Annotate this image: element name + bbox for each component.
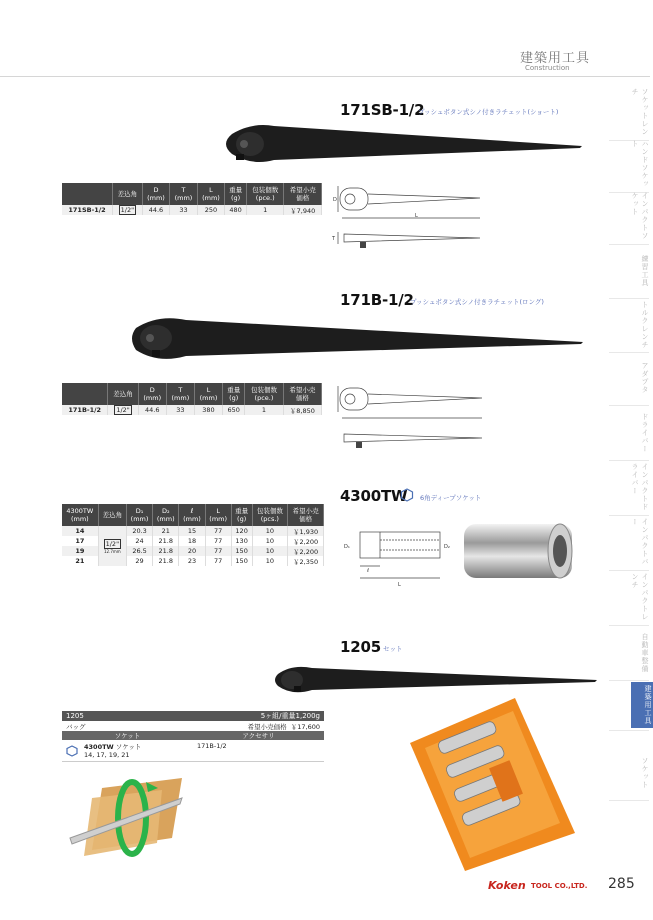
section-title: 建築用工具 [520, 51, 591, 66]
spec-table-171b [62, 383, 322, 415]
table-cell: 14 [62, 526, 98, 536]
table-cell: 10 [252, 526, 288, 536]
table-header-cell: D₁ (mm) [126, 504, 152, 526]
set-col-accessory: アクセサリ [242, 732, 275, 740]
set-socket-kind: ソケット [115, 743, 142, 751]
table-cell: 77 [205, 536, 231, 546]
side-tab-divider [609, 800, 649, 801]
table-header-cell [62, 383, 108, 405]
table-cell: 15 [179, 526, 205, 536]
table-cell: 18 [179, 536, 205, 546]
table-cell: 20.3 [126, 526, 152, 536]
side-tab[interactable]: インパクトドライバー [631, 463, 649, 511]
table-cell: 17 [62, 536, 98, 546]
table-cell: 10 [252, 556, 288, 566]
table-cell [108, 405, 138, 415]
header-divider [0, 76, 650, 77]
set-socket-name: 4300TW [84, 743, 114, 751]
table-cell: 26.5 [126, 546, 152, 556]
product-desc-171b: プッシュボタン式シノ付きラチェット(ロング) [410, 298, 544, 306]
table-cell: 1 [245, 405, 283, 415]
table-cell: 19 [62, 546, 98, 556]
ratchet-short-photo [212, 116, 592, 176]
dim-l-label: L [415, 213, 418, 219]
table-cell: 33 [166, 405, 194, 415]
side-tab[interactable]: 自動車整備 [641, 633, 649, 673]
table-cell: ￥2,200 [288, 536, 324, 546]
diagram-171b [330, 372, 495, 462]
table-header-cell: T (mm) [166, 383, 194, 405]
table-header-row [62, 183, 322, 205]
dim-d-label: D [333, 197, 337, 203]
hexagon-icon [400, 488, 414, 502]
table-cell: 21 [153, 526, 179, 536]
table-cell: 150 [231, 546, 252, 556]
side-tab-divider [609, 570, 649, 571]
side-tab[interactable]: トルクレンチ [641, 301, 649, 349]
deep-socket-photo [460, 510, 580, 590]
table-header-cell: L (mm) [205, 504, 231, 526]
table-header-cell: 差込角 [98, 504, 126, 526]
side-tab[interactable]: ソケットレンチ [631, 88, 649, 136]
side-tab-divider [609, 298, 649, 299]
side-tab[interactable]: インパクトレンチ [631, 573, 649, 621]
drive-size-badge: 1/2" [116, 406, 130, 414]
table-cell: 20 [179, 546, 205, 556]
diagram-171sb [330, 172, 495, 262]
table-cell: 171B-1/2 [62, 405, 108, 415]
table-cell: 21 [62, 556, 98, 566]
side-tab[interactable]: ハンドソケット [631, 140, 649, 188]
side-tab-divider [609, 730, 649, 731]
table-cell: 21.8 [153, 556, 179, 566]
product-desc-1205: セット [383, 645, 403, 653]
table-cell: 77 [205, 556, 231, 566]
socket-set-bag-photo [395, 693, 580, 873]
dim-d1-label: D₁ [344, 544, 350, 550]
drive-size-sub: 12.7mm [103, 548, 121, 554]
drive-cell [98, 526, 126, 566]
table-cell: 77 [205, 546, 231, 556]
table-header-cell: 希望小売 価格 [288, 504, 324, 526]
table-cell: 23 [179, 556, 205, 566]
table-cell: 44.6 [142, 205, 170, 215]
table-header-cell: 重量 (g) [223, 383, 245, 405]
table-cell: ￥2,200 [288, 546, 324, 556]
side-tab[interactable]: ソケット [641, 757, 649, 789]
table-header-cell: 差込角 [113, 183, 143, 205]
side-tab-divider [609, 460, 649, 461]
set-price: ￥17,600 [290, 722, 320, 731]
set-price-label: 希望小売価格 [247, 722, 287, 731]
drive-size-badge: 1/2" [105, 539, 120, 548]
table-header-cell: 希望小売 価格 [284, 183, 322, 205]
set-accessory: 171B-1/2 [197, 742, 227, 750]
set-col-socket: ソケット [114, 732, 141, 740]
set-info: 5ヶ組/重量1,200g [260, 712, 320, 720]
table-cell: 77 [205, 526, 231, 536]
brand-logo: Koken [488, 879, 526, 892]
table-cell: 130 [231, 536, 252, 546]
spec-table-171sb [62, 183, 322, 215]
table-cell: 21.8 [153, 536, 179, 546]
table-cell: 650 [223, 405, 245, 415]
table-header-cell: 重量 (g) [225, 183, 247, 205]
product-title-171sb: 171SB-1/2 [340, 101, 425, 119]
dim-l-small-label: ℓ [367, 568, 370, 574]
table-header-cell: 4300TW (mm) [62, 504, 98, 526]
spec-table-4300tw [62, 504, 324, 566]
product-desc-4300tw: 6角ディープソケット [420, 494, 482, 502]
table-header-cell: D₂ (mm) [153, 504, 179, 526]
table-header-cell: L (mm) [197, 183, 225, 205]
product-title-1205: 1205 [340, 638, 381, 656]
table-header-cell: L (mm) [194, 383, 222, 405]
set-socket-sizes: 14, 17, 19, 21 [84, 751, 130, 759]
table-header-cell [62, 183, 113, 205]
table-header-cell: ℓ (mm) [179, 504, 205, 526]
table-header-cell: 包装個数 (pcs.) [252, 504, 288, 526]
product-desc-171sb: プッシュボタン式シノ付きラチェット(ショート) [418, 108, 559, 116]
usage-illustration [62, 768, 202, 868]
product-title-171b: 171B-1/2 [340, 291, 414, 309]
side-tab-divider [609, 405, 649, 406]
side-tab[interactable]: 練習工具 [641, 255, 649, 287]
table-header-row [62, 383, 322, 405]
side-tab[interactable]: アダプタ [641, 362, 649, 394]
table-header-cell: 重量 (g) [231, 504, 252, 526]
side-tab-divider [609, 515, 649, 516]
table-cell: 150 [231, 556, 252, 566]
side-index [603, 78, 650, 878]
table-header-cell: 包装個数 (pce.) [246, 183, 283, 205]
drive-size-badge: 1/2" [120, 206, 135, 214]
table-header-cell: T (mm) [170, 183, 198, 205]
side-tab[interactable]: インパクトソケット [631, 192, 649, 240]
table-cell: 380 [194, 405, 222, 415]
table-cell: 250 [197, 205, 225, 215]
table-header-cell: D (mm) [138, 383, 166, 405]
table-cell: 24 [126, 536, 152, 546]
side-tab[interactable]: インパクトバー [631, 518, 649, 566]
table-cell: 1 [246, 205, 283, 215]
table-header-row [62, 504, 324, 526]
set-table [62, 711, 324, 762]
table-cell: 44.6 [138, 405, 166, 415]
dim-l-total-label: L [398, 582, 401, 588]
table-header-cell: 希望小売 価格 [283, 383, 321, 405]
table-row [62, 526, 324, 536]
table-cell: ￥8,850 [283, 405, 321, 415]
section-subtitle: Construction [525, 64, 570, 72]
table-row [62, 405, 322, 415]
table-header-cell: 包装個数 (pce.) [245, 383, 283, 405]
side-tab-divider [609, 680, 649, 681]
hexagon-icon [66, 745, 78, 757]
table-cell: ￥2,350 [288, 556, 324, 566]
table-row [62, 205, 322, 215]
product-title-4300tw: 4300TW [340, 487, 408, 505]
side-tab[interactable]: ドライバー [641, 413, 649, 453]
brand-company: TOOL CO.,LTD. [531, 882, 588, 890]
page-number: 285 [608, 876, 635, 892]
set-bag-label: バッグ [66, 722, 86, 731]
table-cell: ￥1,930 [288, 526, 324, 536]
table-cell: ￥7,940 [284, 205, 322, 215]
ratchet-long-photo [128, 310, 588, 370]
side-tab-divider [609, 625, 649, 626]
table-cell: 480 [225, 205, 247, 215]
side-tab[interactable]: 建築用工具 [631, 682, 653, 728]
table-cell: 10 [252, 536, 288, 546]
table-cell: 33 [170, 205, 198, 215]
table-header-cell: 差込角 [108, 383, 138, 405]
table-cell: 21.8 [153, 546, 179, 556]
set-code: 1205 [66, 712, 84, 720]
side-tab-divider [609, 244, 649, 245]
table-cell: 29 [126, 556, 152, 566]
table-cell: 10 [252, 546, 288, 556]
diagram-4300tw [340, 520, 450, 590]
table-cell: 171SB-1/2 [62, 205, 113, 215]
table-header-cell: D (mm) [142, 183, 170, 205]
table-cell [113, 205, 143, 215]
dim-t-label: T [332, 236, 336, 242]
table-cell: 120 [231, 526, 252, 536]
dim-d2-label: D₂ [444, 544, 450, 550]
